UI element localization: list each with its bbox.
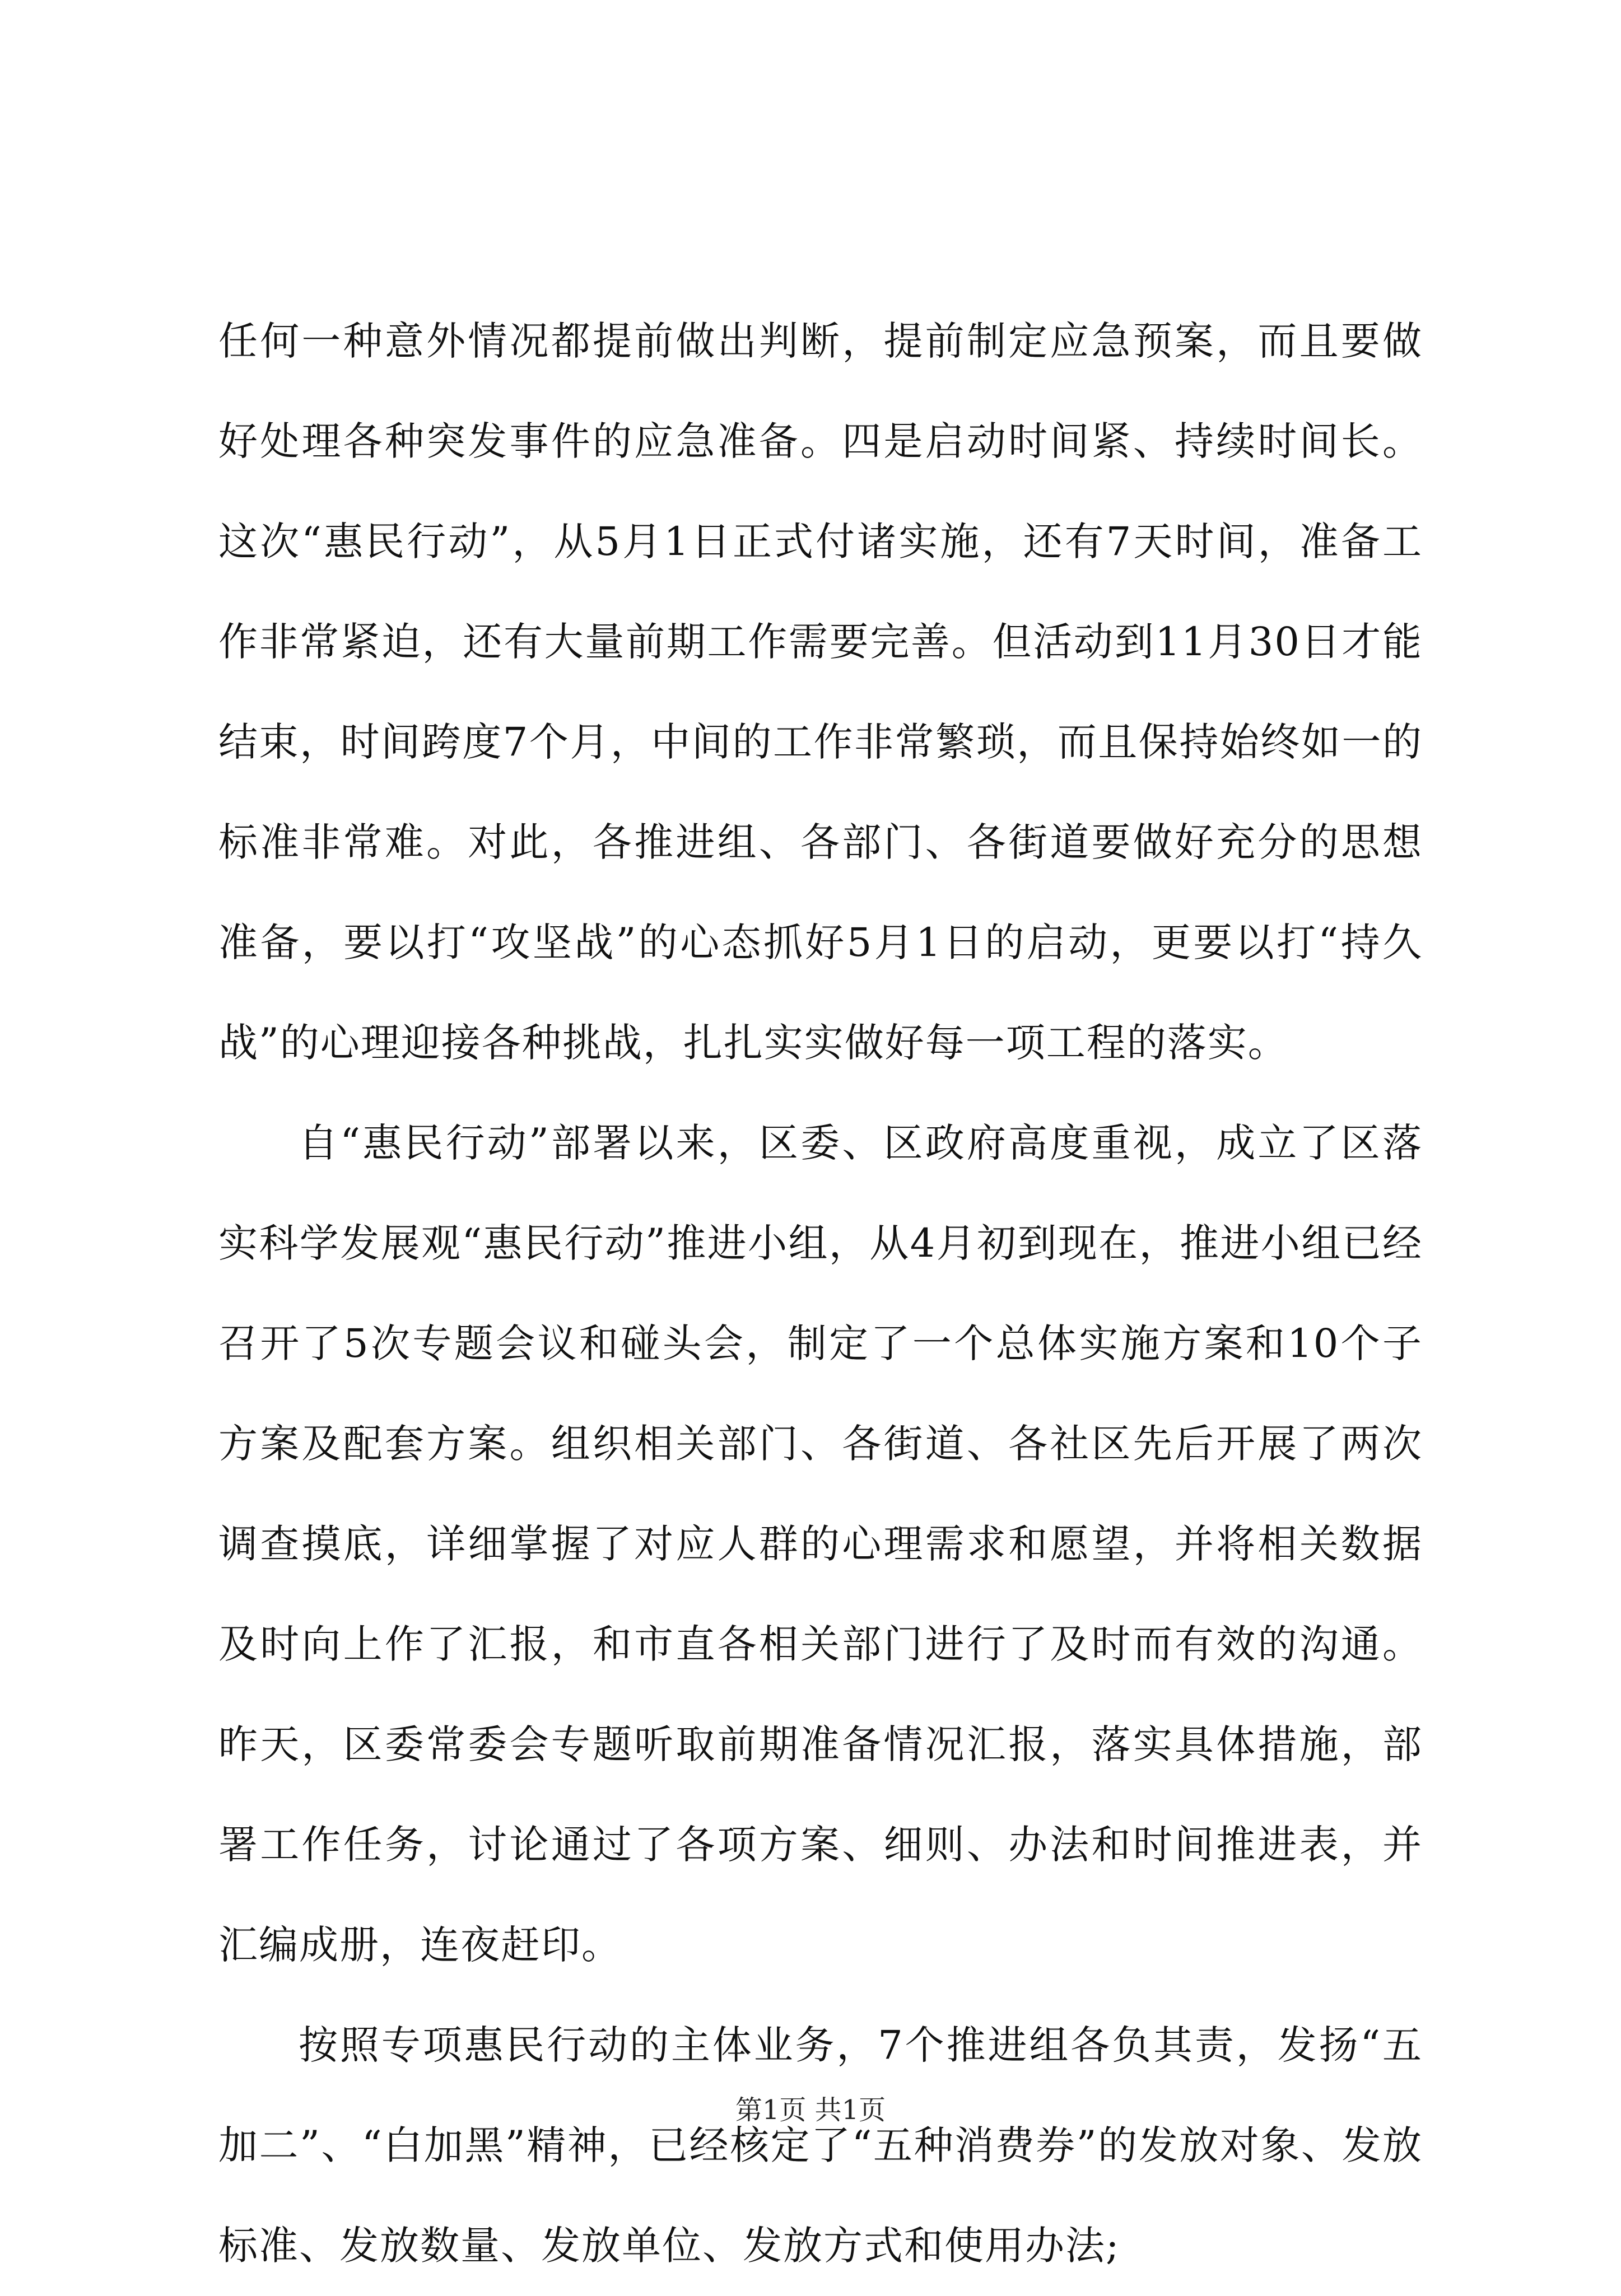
paragraph: 按照专项惠民行动的主体业务，7个推进组各负其责，发扬“五加二”、“白加黑”精神，已经核定了“五种消费券”的发放对象、发放标准、发放数量、发放单位、发放方式和使用办法; — [218, 2022, 1423, 2269]
paragraph: 自“惠民行动”部署以来，区委、区政府高度重视，成立了区落实科学发展观“惠民行动”推进小组，从4月初到现在，推进小组已经召开了5次专题会议和碰头会，制定了一个总体实施方案和10个子方案及配套方案。组织相关部门、各街道、各社区先后开展了两次调查摸底，详细掌握了对应人群的心理需求和愿望，并将相关数据及时向上作了汇报，和市直各相关部门进行了及时而有效的沟通。昨天，区委常委会专题听取前期准备情况汇报，落实具体措施，部署工作任务，讨论通过了各项方案、细则、办法和时间推进表，并汇编成册，连夜赶印。 — [218, 1120, 1423, 1968]
document-body — [218, 291, 1423, 2296]
page-number-footer: 第1页 共1页 — [735, 2094, 886, 2126]
paragraph-continued: 任何一种意外情况都提前做出判断，提前制定应急预案，而且要做好处理各种突发事件的应急准备。四是启动时间紧、持续时间长。这次“惠民行动”，从5月1日正式付诸实施，还有7天时间，准备工作非常紧迫，还有大量前期工作需要完善。但活动到11月30日才能结束，时间跨度7个月，中间的工作非常繁琐，而且保持始终如一的标准非常难。对此，各推进组、各部门、各街道要做好充分的思想准备，要以打“攻坚战”的心态抓好5月1日的启动，更要以打“持久战”的心理迎接各种挑战，扎扎实实做好每一项工程的落实。 — [218, 318, 1423, 1066]
